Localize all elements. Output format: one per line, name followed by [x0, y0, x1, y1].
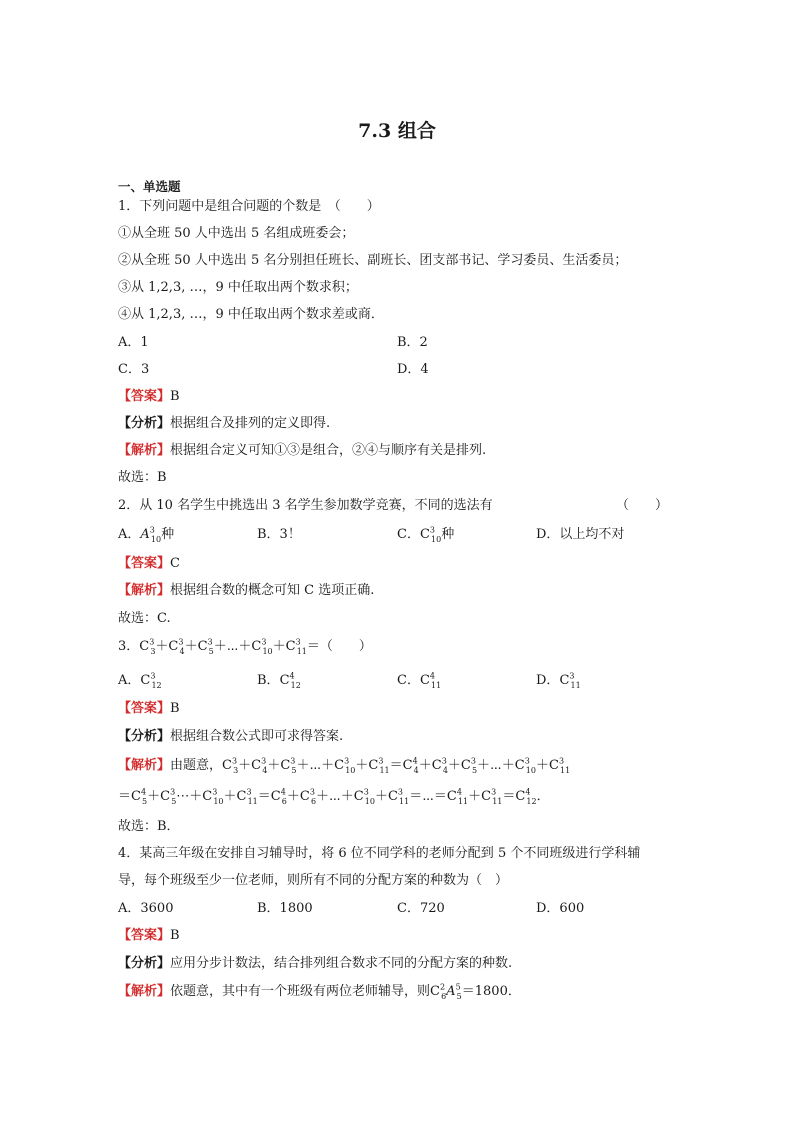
answer-tag: 【答案】: [118, 556, 171, 571]
q2-stem: 2．从 10 名学生中挑选出 3 名学生参加数学竞赛，不同的选法有: [118, 498, 493, 513]
q1-item-2: ②从全班 50 人中选出 5 名分别担任班长、副班长、团支部书记、学习委员、生活委员；: [118, 253, 628, 268]
solution-text: 根据组合定义可知①③是组合，②④与顺序有关是排列.: [170, 443, 487, 458]
q4-stem-1: 4．某高三年级在安排自习辅导时，将 6 位不同学科的老师分配到 5 个不同班级进行学科辅: [118, 846, 641, 861]
q4-option-d: D．600: [536, 901, 585, 916]
q3-choose: 故选：B．: [118, 819, 180, 834]
analysis-text: 应用分步计数法，结合排列组合数求不同的分配方案的种数.: [170, 956, 513, 971]
q3-answer-line: [118, 700, 180, 718]
answer-value: B: [170, 928, 180, 943]
q1-stem: 1．下列问题中是组合问题的个数是 （ ）: [118, 199, 380, 214]
solution-tag: 【解析】: [118, 758, 171, 773]
q3-option-c: C．$C^4_{11}$: [397, 671, 442, 690]
solution-tag: 【解析】: [118, 443, 171, 458]
q2-option-d: D．以上均不对: [536, 527, 625, 542]
q2-choose: 故选：C.: [118, 611, 171, 626]
q1-solution-line: [118, 442, 486, 460]
q4-option-c: C．720: [397, 901, 445, 916]
q2-option-b: B．3！: [257, 527, 301, 542]
q3-option-d: D．$C^3_{11}$: [536, 671, 581, 690]
q1-item-1: ①从全班 50 人中选出 5 名组成班委会；: [118, 226, 355, 241]
q4-option-a: A．3600: [118, 901, 174, 916]
answer-value: C: [170, 556, 180, 571]
q1-choose: 故选：B: [118, 470, 167, 485]
q3-option-a: A．$C^3_{12}$: [118, 671, 162, 690]
q2-option-c: C．$C^3_{10}$种: [397, 525, 455, 544]
q1-answer-line: [118, 388, 180, 406]
q4-stem-2: 导，每个班级至少一位老师，则所有不同的分配方案的种数为（ ）: [118, 873, 509, 888]
analysis-tag: 【分析】: [118, 956, 171, 971]
q3-solution-line-1: 【解析】由题意，$C^3_3+C^3_4+C^3_5+\cdots+C^3_{10}+C^3_{11}=C^4_4+C^3_4+C^3_5+\cdots+C^3_{10}+C^3_{11}$: [118, 756, 571, 775]
q1-option-d: D．4: [397, 362, 429, 377]
answer-tag: 【答案】: [118, 701, 171, 716]
q2-answer-line: [118, 555, 180, 573]
answer-tag: 【答案】: [118, 928, 171, 943]
answer-value: B: [170, 389, 180, 404]
q1-option-c: C．3: [118, 362, 150, 377]
q4-solution-line: 【解析】依题意，其中有一个班级有两位老师辅导，则$C^2_6A^5_5=1800$．: [118, 982, 521, 1001]
q1-option-a: A．1: [118, 335, 149, 350]
answer-tag: 【答案】: [118, 389, 171, 404]
q2-option-a: A．$A^3_{10}$种: [118, 525, 175, 544]
q1-option-b: B．2: [397, 335, 428, 350]
analysis-tag: 【分析】: [118, 416, 171, 431]
q1-analysis-line: [118, 415, 330, 433]
solution-tag: 【解析】: [118, 583, 171, 598]
q3-option-b: B．$C^4_{12}$: [257, 671, 301, 690]
solution-tag: 【解析】: [118, 984, 171, 999]
analysis-tag: 【分析】: [118, 729, 171, 744]
analysis-text: 根据组合及排列的定义即得.: [170, 416, 331, 431]
q3-solution-line-2: $=C^4_5+C^3_5\cdots+C^3_{10}+C^3_{11}=C^4_6+C^3_6+\cdots+C^3_{10}+C^3_{11}=\cdots=C^4_{11}+C^3_{11}=C^4_{12}$．: [118, 787, 550, 806]
q4-answer-line: [118, 927, 180, 945]
q4-option-b: B．1800: [257, 901, 313, 916]
q2-paren: （ ）: [616, 498, 669, 513]
q1-item-3: ③从 1,2,3, …，9 中任取出两个数求积；: [118, 280, 358, 295]
q4-analysis-line: [118, 955, 512, 973]
answer-value: B: [170, 701, 180, 716]
q2-solution-line: [118, 582, 374, 600]
section-heading: 一、单选题: [118, 179, 181, 194]
solution-text: 根据组合数的概念可知 C 选项正确.: [170, 583, 375, 598]
q3-analysis-line: [118, 728, 343, 746]
math-a: A: [140, 527, 150, 542]
page-title: 7.3 组合: [358, 120, 436, 142]
analysis-text: 根据组合数公式即可求得答案.: [170, 729, 344, 744]
q1-item-4: ④从 1,2,3, …，9 中任取出两个数求差或商．: [118, 307, 384, 322]
q3-stem: 3．$C^3_3+C^3_4+C^3_5+\cdots+C^3_{10}+C^3_{11}=$（ ）: [118, 637, 372, 656]
